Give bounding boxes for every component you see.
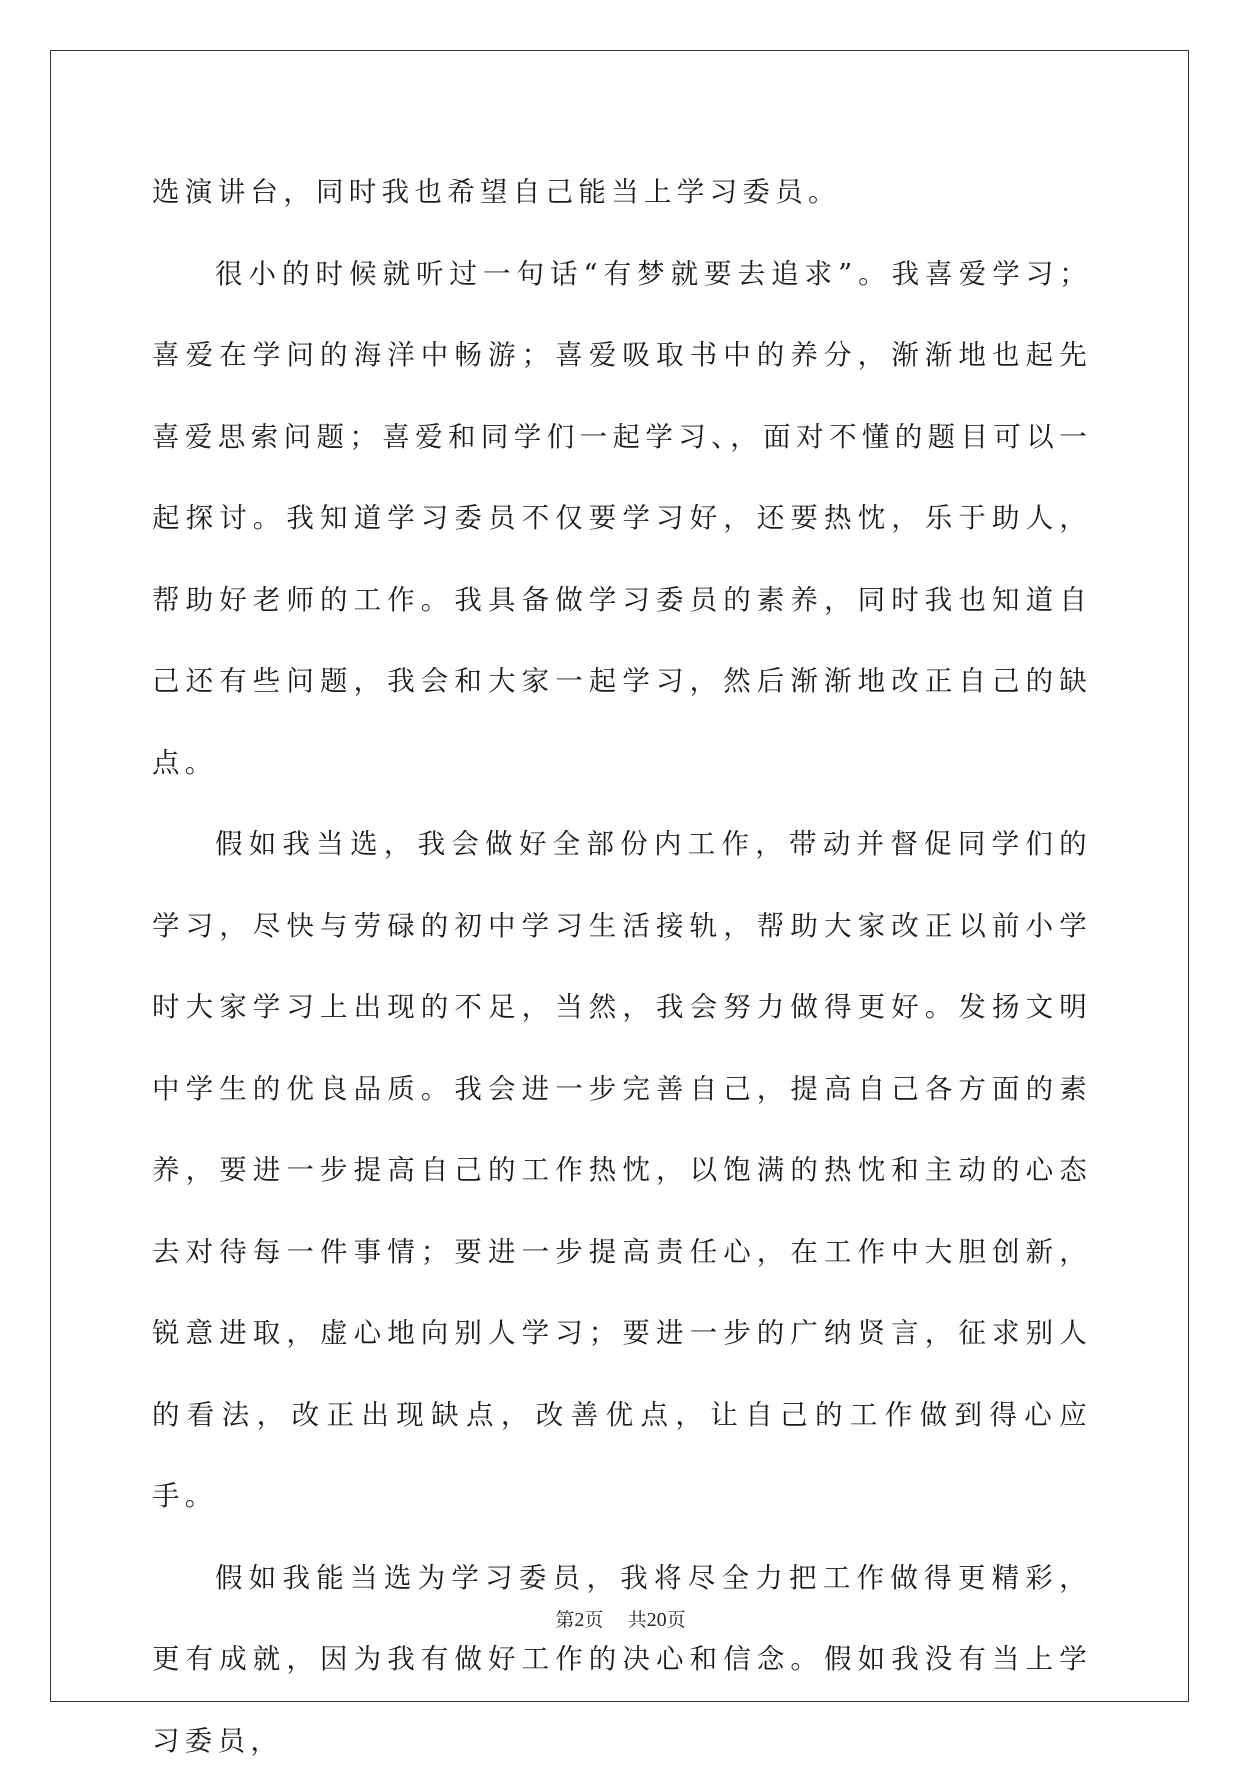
page-unit: 页 bbox=[584, 1609, 603, 1631]
page-footer bbox=[0, 1608, 1241, 1632]
page-number: 2 bbox=[574, 1609, 584, 1631]
total-unit: 页 bbox=[667, 1609, 686, 1631]
total-pages: 20 bbox=[647, 1609, 667, 1631]
paragraph: 假如我能当选为学习委员，我将尽全力把工作做得更精彩，更有成就，因为我有做好工作的决心和信念。假如我没有当上学习委员， bbox=[152, 1538, 1092, 1782]
total-prefix: 共 bbox=[628, 1609, 647, 1631]
page-prefix: 第 bbox=[555, 1609, 574, 1631]
document-body bbox=[152, 152, 1092, 1782]
paragraph-continued: 选演讲台，同时我也希望自己能当上学习委员。 bbox=[152, 152, 1092, 234]
paragraph: 假如我当选，我会做好全部份内工作，带动并督促同学们的学习，尽快与劳碌的初中学习生活接轨，帮助大家改正以前小学时大家学习上出现的不足，当然，我会努力做得更好。发扬文明中学生的优良品质。我会进一步完善自己，提高自己各方面的素养，要进一步提高自己的工作热忱，以饱满的热忱和主动的心态去对待每一件事情；要进一步提高责任心，在工作中大胆创新，锐意进取，虚心地向别人学习；要进一步的广纳贤言，征求别人的看法，改正出现缺点，改善优点，让自己的工作做到得心应手。 bbox=[152, 804, 1092, 1538]
paragraph: 很小的时候就听过一句话“有梦就要去追求”。我喜爱学习；喜爱在学问的海洋中畅游；喜爱吸取书中的养分，渐渐地也起先喜爱思索问题；喜爱和同学们一起学习、，面对不懂的题目可以一起探讨。我知道学习委员不仅要学习好，还要热忱，乐于助人，帮助好老师的工作。我具备做学习委员的素养，同时我也知道自己还有些问题，我会和大家一起学习，然后渐渐地改正自己的缺点。 bbox=[152, 234, 1092, 805]
